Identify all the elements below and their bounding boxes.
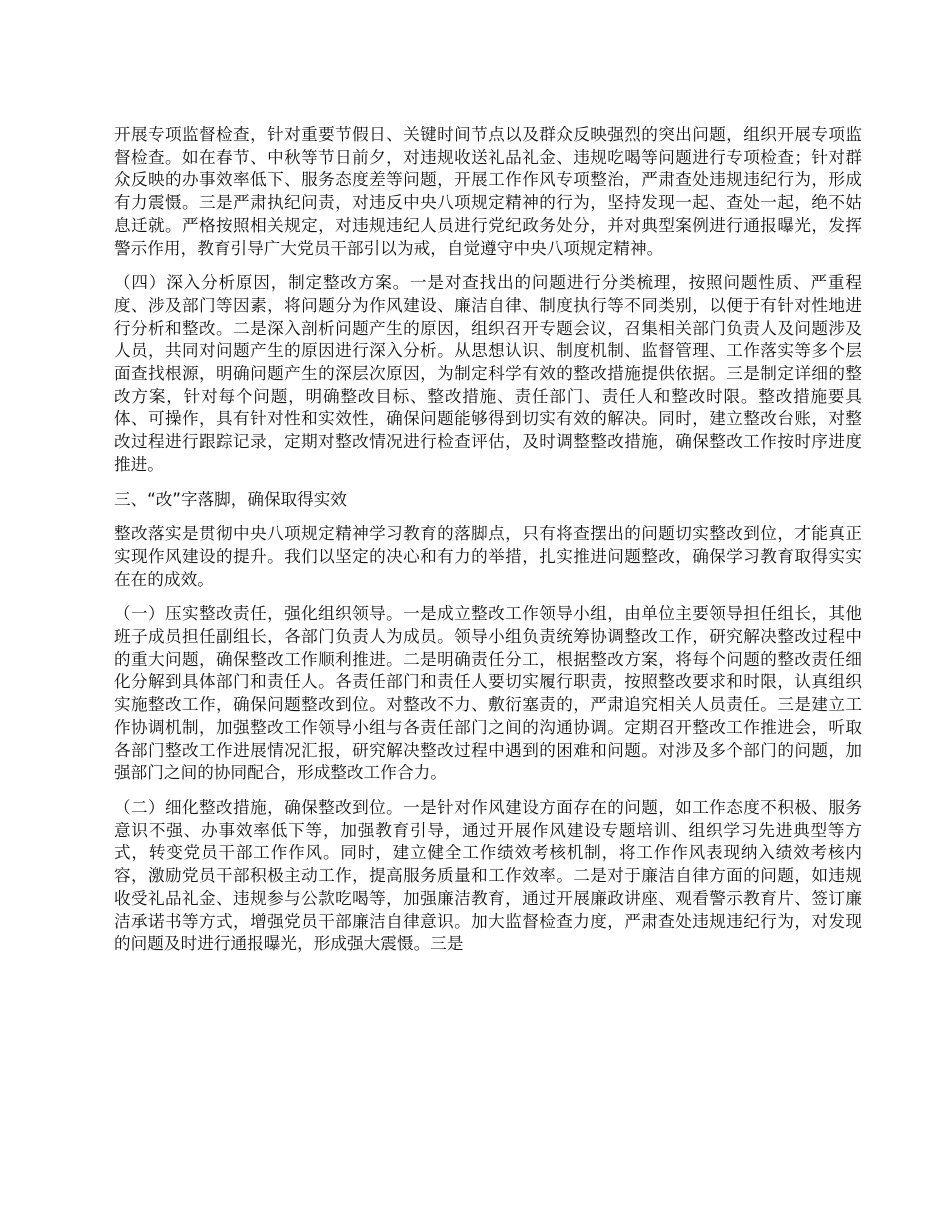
paragraph-analysis: （四）深入分析原因，制定整改方案。一是对查找出的问题进行分类梳理，按照问题性质、严重程度、涉及部门等因素，将问题分为作风建设、廉洁自律、制度执行等不同类别，以便于有针对性地进行分析和整改。二是深入剖析问题产生的原因，组织召开专题会议，召集相关部门负责人及问题涉及人员，共同对问题产生的原因进行深入分析。从思想认识、制度机制、监督管理、工作落实等多个层面查找根源，明确问题产生的深层次原因，为制定科学有效的整改措施提供依据。三是制定详细的整改方案，针对每个问题，明确整改目标、整改措施、责任部门、责任人和整改时限。整改措施要具体、可操作，具有针对性和实效性，确保问题能够得到切实有效的解决。同时，建立整改台账，对整改过程进行跟踪记录，定期对整改情况进行检查评估，及时调整整改措施，确保整改工作按时序进度推进。	[114, 273, 862, 474]
paragraph-supervision: 开展专项监督检查，针对重要节假日、关键时间节点以及群众反映强烈的突出问题，组织开展专项监督检查。如在春节、中秋等节日前夕，对违规收送礼品礼金、违规吃喝等问题进行专项检查；针对群众反映的办事效率低下、服务态度差等问题，开展工作作风专项整治，严肃查处违规违纪行为，形成有力震慑。三是严肃执纪问责，对违反中央八项规定精神的行为，坚持发现一起、查处一起，绝不姑息迁就。严格按照相关规定，对违规违纪人员进行党纪政务处分，并对典型案例进行通报曝光，发挥警示作用，教育引导广大党员干部引以为戒，自觉遵守中央八项规定精神。	[114, 125, 862, 258]
paragraph-measures: （二）细化整改措施，确保整改到位。一是针对作风建设方面存在的问题，如工作态度不积极、服务意识不强、办事效率低下等，加强教育引导，通过开展作风建设专题培训、组织学习先进典型等方式，转变党员干部工作作风。同时，建立健全工作绩效考核机制，将工作作风表现纳入绩效考核内容，激励党员干部积极主动工作，提高服务质量和工作效率。二是对于廉洁自律方面的问题，如违规收受礼品礼金、违规参与公款吃喝等，加强廉洁教育，通过开展廉政讲座、观看警示教育片、签订廉洁承诺书等方式，增强党员干部廉洁自律意识。加大监督检查力度，严肃查处违规违纪行为，对发现的问题及时进行通报曝光，形成强大震慑。三是	[114, 797, 862, 954]
document-page	[114, 124, 862, 968]
paragraph-responsibility: （一）压实整改责任，强化组织领导。一是成立整改工作领导小组，由单位主要领导担任组长，其他班子成员担任副组长，各部门负责人为成员。领导小组负责统筹协调整改工作，研究解决整改过程中的重大问题，确保整改工作顺利推进。二是明确责任分工，根据整改方案，将每个问题的整改责任细化分解到具体部门和责任人。各责任部门和责任人要切实履行职责，按照整改要求和时限，认真组织实施整改工作，确保问题整改到位。对整改不力、敷衍塞责的，严肃追究相关人员责任。三是建立工作协调机制，加强整改工作领导小组与各责任部门之间的沟通协调。定期召开整改工作推进会，听取各部门整改工作进展情况汇报，研究解决整改过程中遇到的困难和问题。对涉及多个部门的问题，加强部门之间的协同配合，形成整改工作合力。	[114, 604, 862, 783]
section-heading: 三、“改”字落脚，确保取得实效	[114, 489, 347, 509]
paragraph-intro: 整改落实是贯彻中央八项规定精神学习教育的落脚点，只有将查摆出的问题切实整改到位，才能真正实现作风建设的提升。我们以坚定的决心和有力的举措，扎实推进问题整改，确保学习教育取得实实在在的成效。	[114, 524, 862, 589]
